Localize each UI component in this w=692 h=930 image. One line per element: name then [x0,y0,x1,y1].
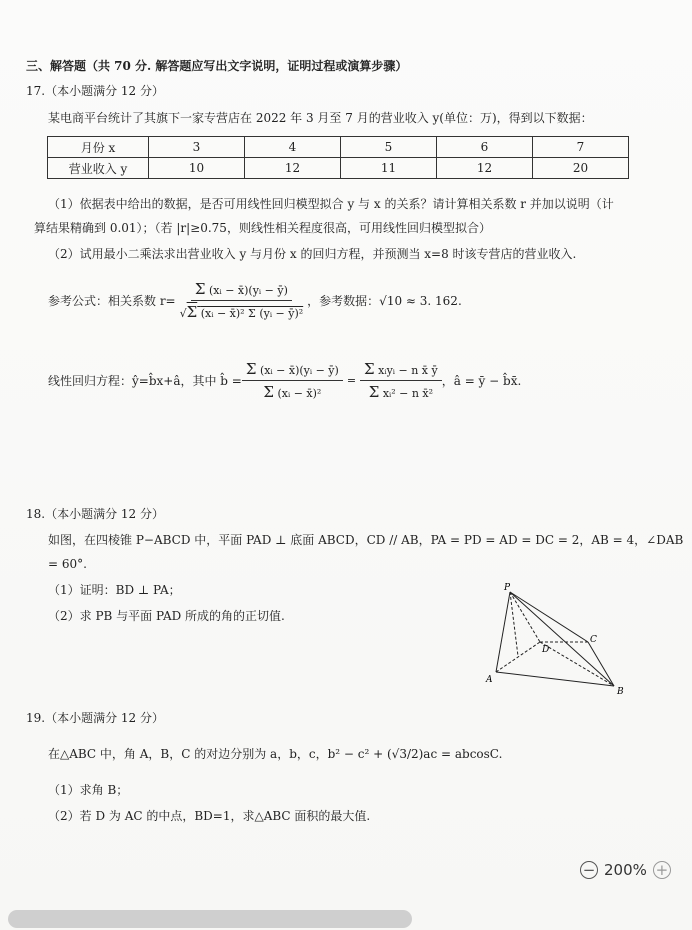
q18-part2: （2）求 PB 与平面 PAD 所成的角的正切值. [48,609,285,623]
edge-pd [510,592,540,642]
regression-label: 线性回归方程：ŷ=b̂x+â，其中 b̂ = [48,374,242,388]
table-cell: 12 [245,158,341,179]
q17-part1-line2: 算结果精确到 0.01）；（若 |r|≥0.75，则线性相关程度很高，可用线性回归模型拟合） [34,221,491,235]
q17-part2: （2）试用最小二乘法求出营业收入 y 与月份 x 的回归方程，并预测当 x=8 时该专营店的营业收入. [48,247,577,261]
table-row-label: 营业收入 y [48,158,149,179]
table-row-label: 月份 x [48,137,149,158]
edge-pb [510,592,614,686]
table-cell: 6 [437,137,533,158]
correlation-fraction: $\frac{\text{Σ (xᵢ − x̄)(yᵢ − ȳ)}}{\text{√Σ (xᵢ − x̄)² Σ (yᵢ − ȳ)²}}$ [179,280,304,321]
section-heading: 三、解答题（共 70 分. 解答题应写出文字说明，证明过程或演算步骤） [26,59,408,73]
formula-denominator: (xᵢ − x̄)² Σ (yᵢ − ȳ)² [200,307,304,320]
table-cell: 3 [149,137,245,158]
q17-data-table [47,136,629,179]
table-cell: 12 [437,158,533,179]
height-line [510,592,518,656]
zoom-out-button[interactable]: − [580,861,598,879]
q18-line1: 如图，在四棱锥 P−ABCD 中，平面 PAD ⊥ 底面 ABCD，CD // AB，PA = PD = AD = DC = 2，AB = 4，∠DAB [48,533,684,547]
edge-pc [510,592,588,642]
edge-ad [496,642,540,672]
q19-part2: （2）若 D 为 AC 的中点，BD=1，求△ABC 面积的最大值. [48,809,371,823]
q17-intro: 某电商平台统计了其旗下一家专营店在 2022 年 3 月至 7 月的营业收入 y(单位：万)，得到以下数据： [48,111,593,125]
label-d: D [542,645,550,655]
table-cell: 11 [341,158,437,179]
table-cell: 4 [245,137,341,158]
regression-tail: ，â = ȳ − b̂x̄. [441,374,522,388]
label-p: P [504,583,511,593]
edge-ab [496,672,614,686]
regression-numerator-1: (xᵢ − x̄)(yᵢ − ȳ) [259,364,339,377]
formula-numerator: (xᵢ − x̄)(yᵢ − ȳ) [209,284,288,297]
label-a: A [486,675,493,685]
table-cell: 7 [533,137,629,158]
horizontal-scrollbar[interactable] [8,910,412,928]
q18-part1: （1）证明：BD ⊥ PA； [48,583,181,597]
table-row [48,137,629,158]
zoom-in-button[interactable]: + [653,861,671,879]
table-cell: 10 [149,158,245,179]
label-b: B [617,687,624,697]
reference-data: ，参考数据：√10 ≈ 3. 162. [307,294,462,308]
label-c: C [590,635,597,645]
regression-denominator-1: (xᵢ − x̄)² [277,387,322,400]
q17-part1-line1: （1）依据表中给出的数据，是否可用线性回归模型拟合 y 与 x 的关系？请计算相关系数 r 并加以说明（计 [48,197,614,211]
regression-numerator-2: xᵢyᵢ − n x̄ ȳ [378,364,438,377]
edge-db [540,642,614,686]
q19-line1: 在△ABC 中，角 A，B，C 的对边分别为 a，b，c，b² − c² + (√3/2)ac = abcosC. [48,747,503,761]
table-cell: 20 [533,158,629,179]
q17-title: 17.（本小题满分 12 分） [26,84,164,98]
q18-line2: = 60°. [48,557,87,571]
correlation-formula [48,280,462,321]
q19-part1: （1）求角 B； [48,783,129,797]
table-row [48,158,629,179]
formula-label: 参考公式：相关系数 r= [48,294,176,308]
zoom-controls [580,858,671,882]
regression-denominator-2: xᵢ² − n x̄² [382,387,434,400]
regression-formula: 线性回归方程：ŷ=b̂x+â，其中 b̂ = $\frac{\text{Σ (xᵢ − x̄)(yᵢ − ȳ)}}{\text{Σ (xᵢ − x̄)²}}$ = $\frac{\text{Σ xᵢyᵢ − n x̄ ȳ}}{\text{Σ xᵢ² − n x̄²}}$ ，â = ȳ − b̂x̄. [48,360,522,401]
q18-title: 18.（本小题满分 12 分） [26,507,164,521]
q19-title: 19.（本小题满分 12 分） [26,711,164,725]
table-cell: 5 [341,137,437,158]
zoom-level: 200% [604,861,647,879]
edge-cb [588,642,614,686]
edge-pa [496,592,510,672]
pyramid-figure [480,578,630,703]
